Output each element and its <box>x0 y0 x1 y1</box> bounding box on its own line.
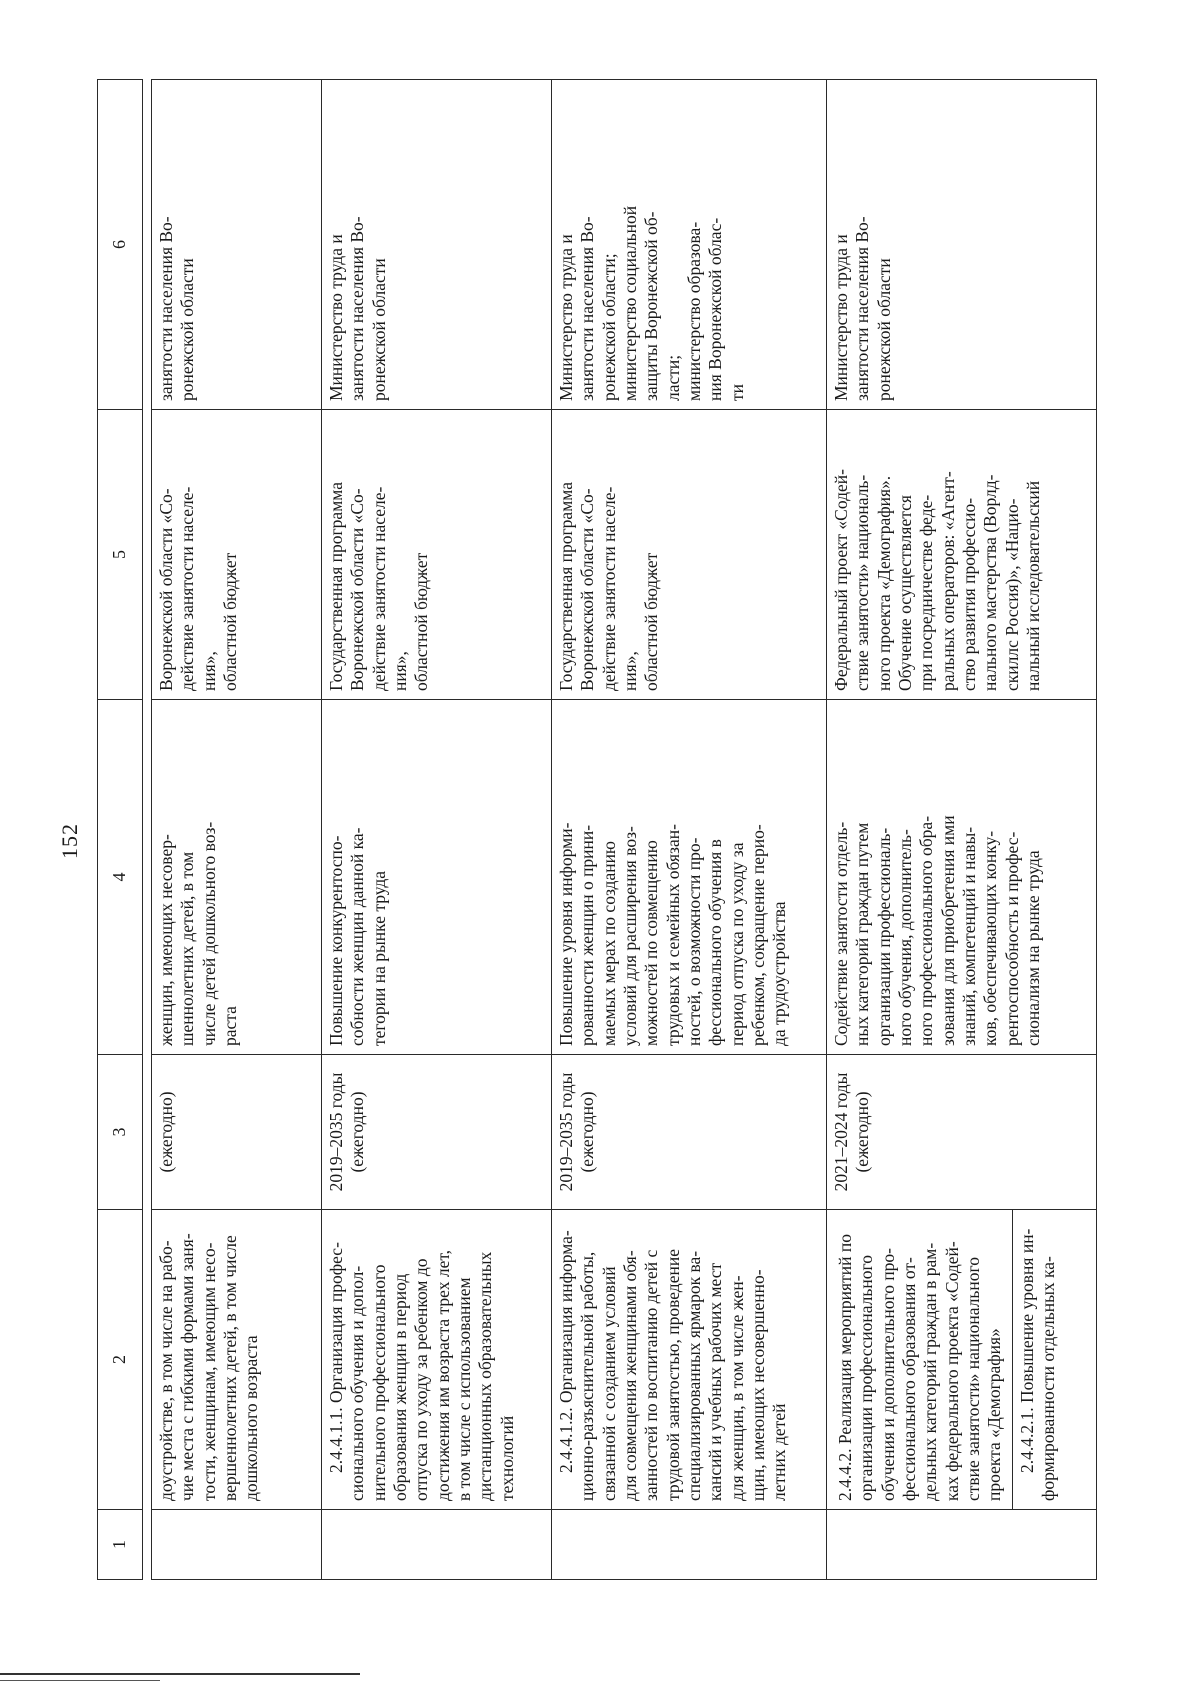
cell-result: Содействие занятости отдель- ных категорий граждан путем организации профессиональ- ного обучения, дополнитель- ного профессионального обра- зования для приобретения ими знаний, компетенций и навы- ков, обеспечивающих конку- рентоспособность и профес- сионализм на рынке труда <box>827 700 1097 1055</box>
cell-measure: 2.4.4.1.2. Организация информа- ционно-разъяснительной работы, связанной с созданием условий для совмещения женщинами обя- занностей по воспитанию детей с трудовой занятостью, проведение специализированных ярмарок ва- кансий и учебных рабочих мест для женщин, в том числе жен- щин, имеющих несовершенно- летних детей <box>552 1210 827 1510</box>
cell-number <box>152 1510 322 1580</box>
header-col-3: 3 <box>98 1055 143 1210</box>
footer-rule-short <box>0 1680 160 1681</box>
cell-executor: Министерство труда и занятости населения Во- ронежской области <box>827 80 1097 410</box>
cell-result: Повышение конкурентоспо- собности женщин данной ка- тегории на рынке труда <box>322 700 552 1055</box>
cell-period: 2019–2035 годы (ежегодно) <box>322 1055 552 1210</box>
cell-number <box>827 1510 1097 1580</box>
header-col-4: 4 <box>98 700 143 1055</box>
table-container <box>97 80 1147 1580</box>
measures-table <box>97 79 1097 1580</box>
cell-source: Государственная программа Воронежской области «Со- действие занятости населе- ния», областной бюджет <box>552 410 827 700</box>
table-row <box>322 80 552 1580</box>
measure-text: 2.4.4.2. Реализация мероприятий по организации профессионального обучения и дополнительного про- фессионального образования от- дельных категорий граждан в рам- ках федерального проекта «Содей- ствие занятости» национального проекта «Демография» <box>835 1234 1005 1501</box>
header-row <box>98 80 143 1580</box>
table-row <box>152 80 322 1580</box>
page-number: 152 <box>57 823 82 859</box>
cell-period: 2021–2024 годы (ежегодно) <box>827 1055 1097 1210</box>
cell-measure: 2.4.4.1.1. Организация профес- сионального обучения и допол- нительного профессионального образования женщин в период отпуска по уходу за ребенком до достижения им возраста трех лет, в том числе с использованием дистанционных образовательных технологий <box>322 1210 552 1510</box>
submeasure-text: 2.4.4.2.1. Повышение уровня ин- формированности отдельных ка- <box>1012 1210 1066 1509</box>
header-col-6: 6 <box>98 80 143 410</box>
table-row <box>827 80 1097 1580</box>
cell-number <box>322 1510 552 1580</box>
cell-executor: занятости населения Во- ронежской области <box>152 80 322 410</box>
table-row <box>552 80 827 1580</box>
cell-measure <box>827 1210 1097 1510</box>
cell-measure: доустройстве, в том числе на рабо- чие места с гибкими формами заня- тости, женщинам, имеющим несо- вершеннолетних детей, в том числе дошкольного возраста <box>152 1210 322 1510</box>
header-col-2: 2 <box>98 1210 143 1510</box>
header-col-5: 5 <box>98 410 143 700</box>
header-col-1: 1 <box>98 1510 143 1580</box>
cell-executor: Министерство труда и занятости населения Во- ронежской области; министерство социальной защиты Воронежской об- ласти; министерство образова- ния Воронежской облас- ти <box>552 80 827 410</box>
cell-executor: Министерство труда и занятости населения Во- ронежской области <box>322 80 552 410</box>
footer-rule <box>0 1673 360 1675</box>
cell-result: Повышение уровня информи- рованности женщин о прини- маемых мерах по созданию условий для расширения воз- можностей по совмещению трудовых и семейных обязан- ностей, о возможности про- фессионального обучения в период отпуска по уходу за ребенком, сокращение перио- да трудоустройства <box>552 700 827 1055</box>
cell-number <box>552 1510 827 1580</box>
cell-source: Государственная программа Воронежской области «Со- действие занятости населе- ния», областной бюджет <box>322 410 552 700</box>
cell-period: 2019–2035 годы (ежегодно) <box>552 1055 827 1210</box>
cell-source: Федеральный проект «Содей- ствие занятости» националь- ного проекта «Демография». Обучение осуществляется при посредничестве феде- ральных операторов: «Агент- ство развития профессио- нального мастерства (Ворлд- скиллс Россия)», «Нацио- нальный исследовательский <box>827 410 1097 700</box>
cell-source: Воронежской области «Со- действие занятости населе- ния», областной бюджет <box>152 410 322 700</box>
cell-result: женщин, имеющих несовер- шеннолетних детей, в том числе детей дошкольного воз- раста <box>152 700 322 1055</box>
cell-period: (ежегодно) <box>152 1055 322 1210</box>
